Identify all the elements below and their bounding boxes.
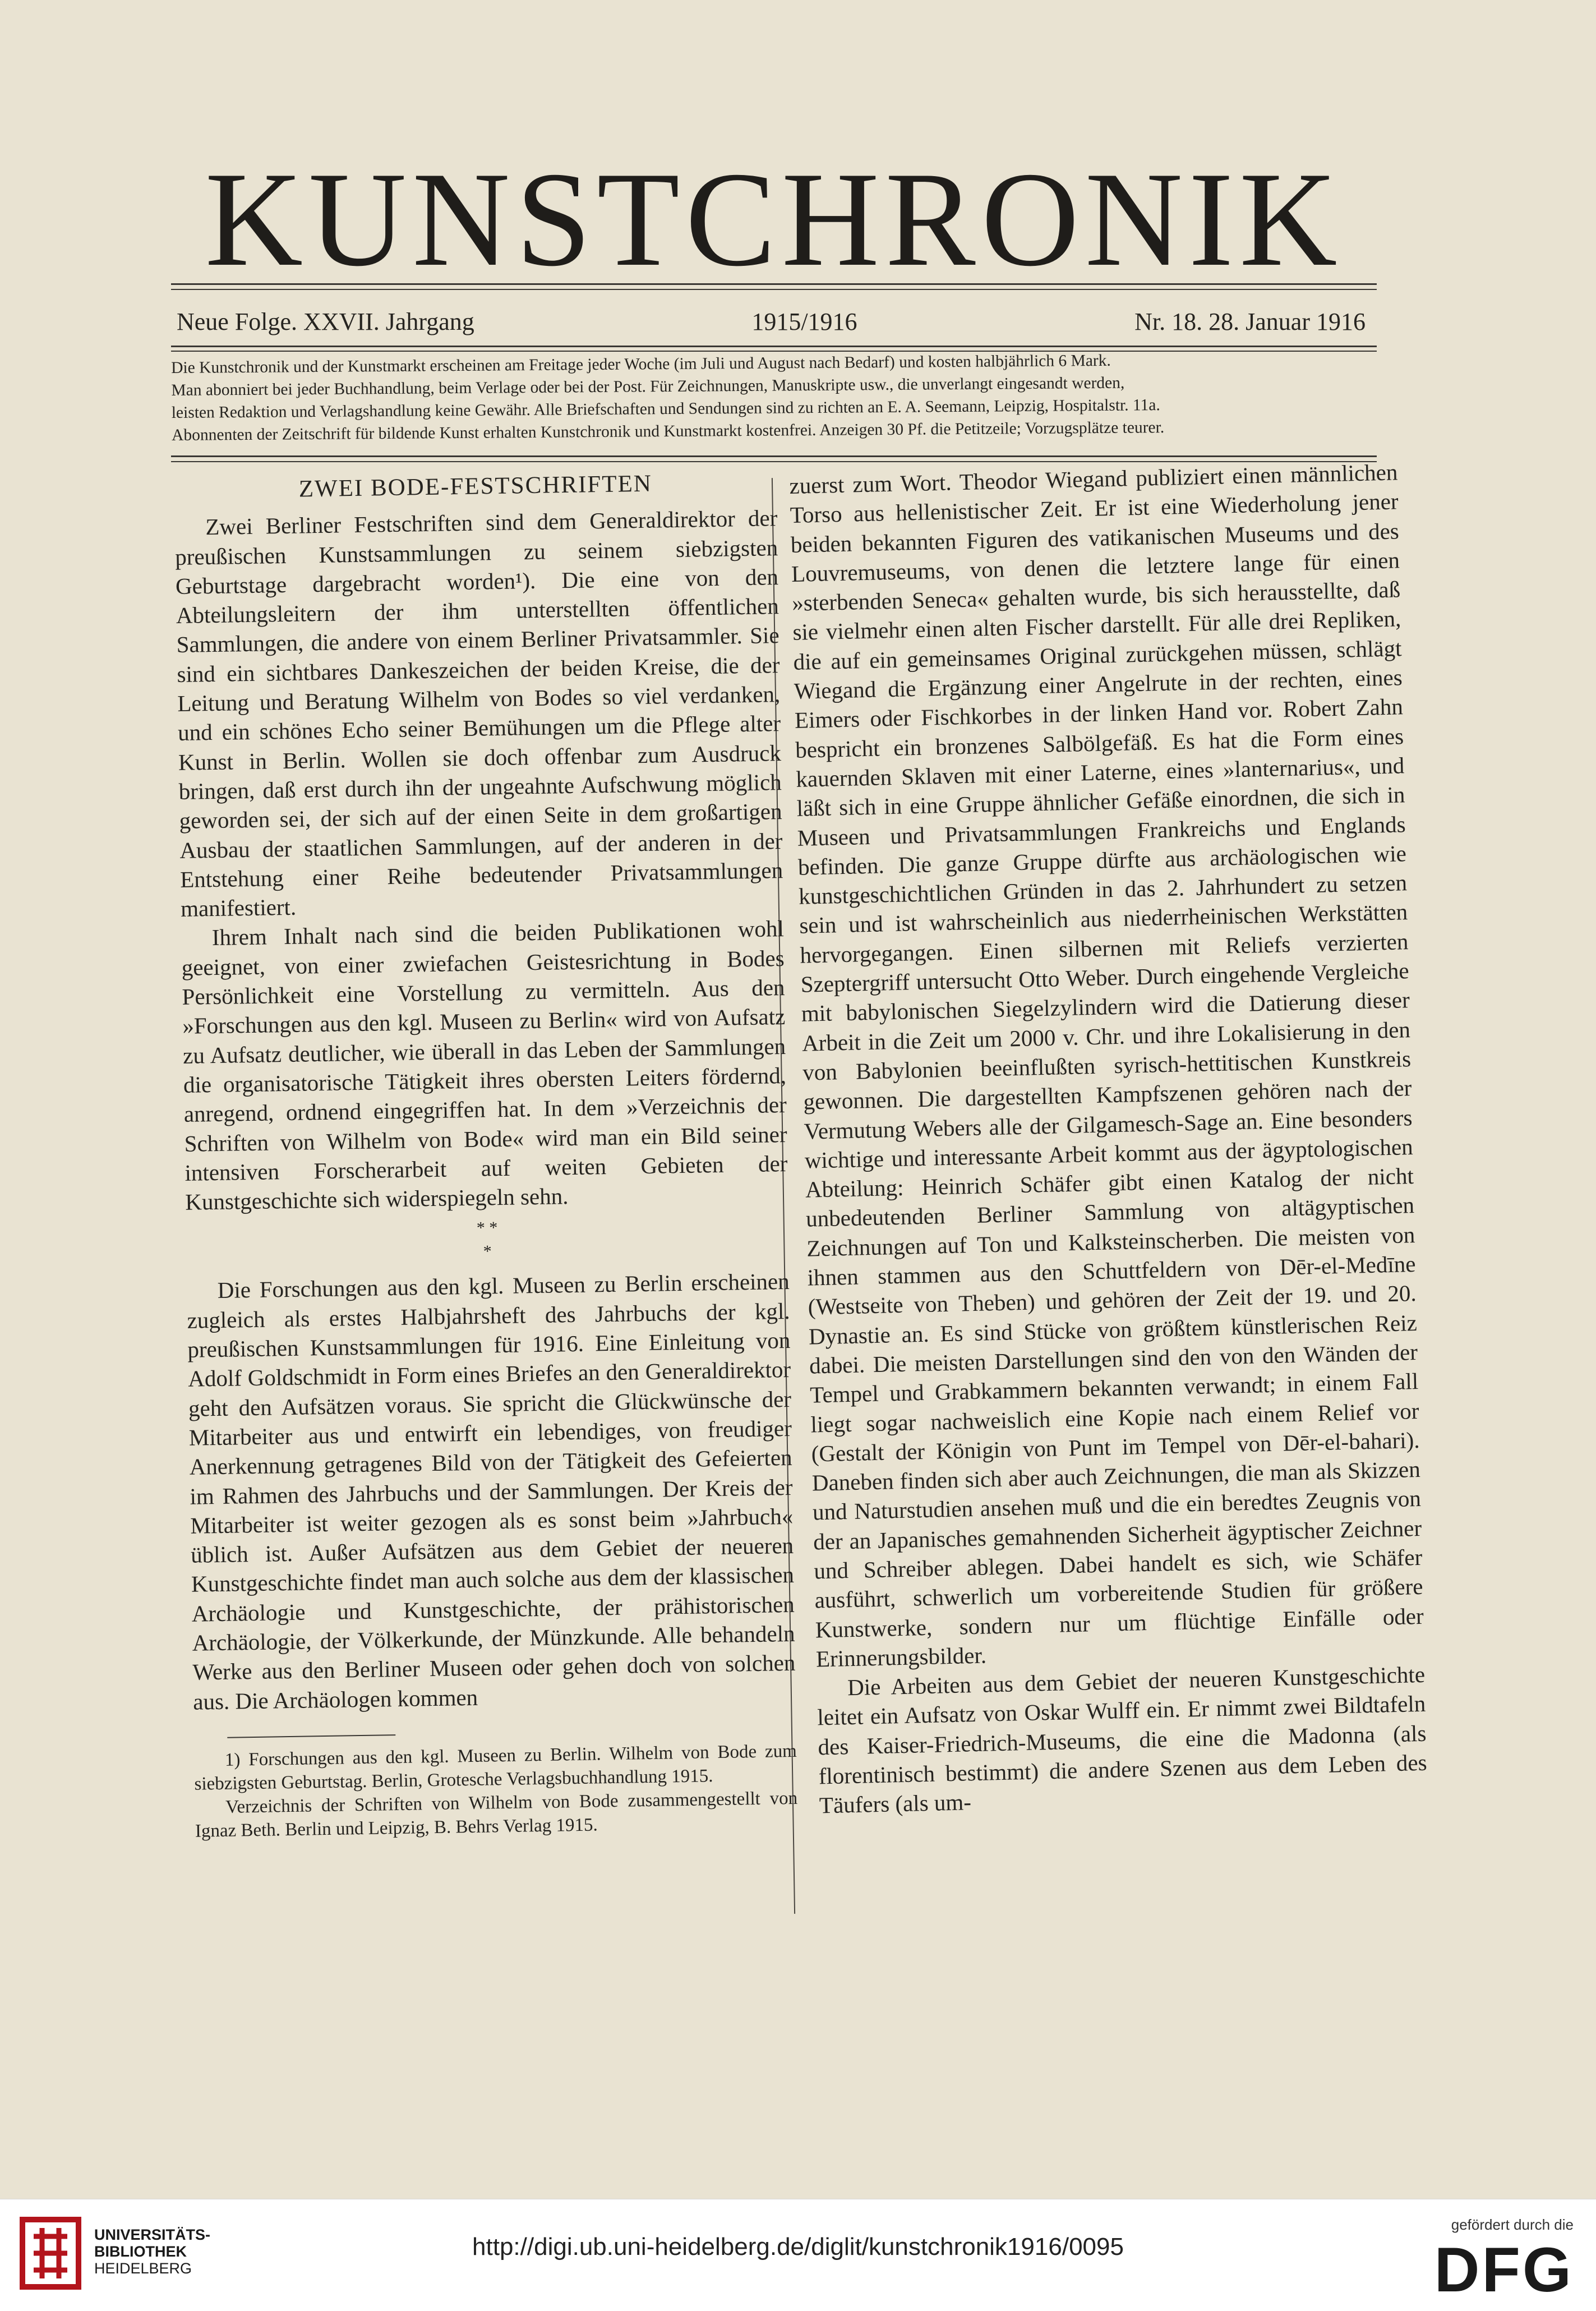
permalink-url[interactable]: http://digi.ub.uni-heidelberg.de/diglit/kunstchronik1916/0095	[472, 2233, 1124, 2261]
footnote: Verzeichnis der Schriften von Wilhelm von Bode zusammengestellt von Ignaz Beth. Berlin und Leipzig, B. Behrs Verlag 1915.	[195, 1788, 798, 1842]
dfg-logo: DFG	[1434, 2235, 1574, 2305]
article-paragraph: Ihrem Inhalt nach sind die beiden Publikationen wohl geeignet, von einer zwiefachen Geistesrichtung in Bodes Persönlichkeit eine Vorstellung zu vermitteln. Aus den »Forschungen aus den kgl. Museen zu Berlin« wird von Aufsatz zu Aufsatz deutlicher, wie überall in das Leben der Sammlungen die organisatorische Tätigkeit ihres obersten Leiters fördernd, anregend, ordnend eingegriffen hat. In dem »Verzeichnis der Schriften von Wilhelm von Bode« wird man ein Bild seiner intensiven Forscherarbeit auf weiten Gebieten der Kunstgeschichte sich widerspiegeln sehn.	[181, 915, 788, 1215]
footnote-rule	[227, 1734, 395, 1738]
masthead-rule-top	[171, 283, 1377, 285]
separator-stars-bottom: *	[483, 1242, 492, 1261]
article-paragraph: zuerst zum Wort. Theodor Wiegand publiziert einen männlichen Torso aus hellenistischer Zeit. Er ist eine Wiederholung jener beiden bekannten Figuren des vatikanischen Museums und des Louvremuseums, von denen die letztere lange für einen »sterbenden Seneca« gehalten wurde, bis sich herausstellte, daß sie vielmehr einen alten Fischer darstellt. Für alle drei Repliken, die auf ein gemeinsames Original zurückgehen müssen, schlägt Wiegand die Ergänzung einer Angelrute in der rechten, eines Eimers oder Fischkorbes in der linken Hand vor. Robert Zahn bespricht ein bronzenes Salbölgefäß. Es hat die Form eines kauernden Sklaven mit einer Laterne, eines »lanternarius«, und läßt sich in eine Gruppe ähnlicher Gefäße einordnen, die sich in Museen und Privatsammlungen Frankreichs und Englands befinden. Die ganze Gruppe dürfte aus archäologischen wie kunstgeschichtlichen Gründen in das 2. Jahrhundert zu setzen sein und ist wahrscheinlich aus niederrheinischen Werkstätten hervorgegangen. Einen silbernen mit Reliefs verzierten Szeptergriff untersucht Otto Weber. Durch eingehende Vergleiche mit babylonischen Siegelzylindern wird die Datierung dieser Arbeit in die Zeit um 2000 v. Chr. und ihre Lokalisierung in den von Babylonien beeinflußten syrisch-hettitischen Kunstkreis gewonnen. Die dargestellten Kampfszenen gehören nach der Vermutung Webers alle der Gilgamesch-Sage an. Eine besonders wichtige und interessante Arbeit kommt aus der ägyptologischen Abteilung: Heinrich Schäfer gibt einen Katalog der nicht unbedeutenden Berliner Sammlung von altägyptischen Zeichnungen auf Ton und Kalksteinscherben. Die meisten von ihnen stammen aus den Schuttfeldern von Dēr-el-Medīne (Westseite von Theben) und gehören der Zeit der 19. und 20. Dynastie an. Es sind Stücke von größtem künstlerischen Reiz dabei. Die meisten Darstellungen sind den von den Wänden der Tempel und Grabkammern bekannten verwandt; in einem Fall liegt sogar nachweislich eine Kopie nach einem Relief vor (Gestalt der Königin von Punt im Tempel von Dēr-el-bahari). Daneben finden sich aber auch Zeichnungen, die man als Skizzen und Naturstudien ansehen muß und die ein beredtes Zeugnis von der an Japanisches gemahnenden Sicherheit ägyptischer Zeichner und Schreiber ablegen. Dabei handelt es sich, wie Schäfer ausführt, schwerlich um vorbereitende Studien für größere Kunstwerke, sondern nur um flüchtige Einfälle oder Erinnerungsbilder.	[789, 459, 1424, 1672]
notice-line: Die Kunstchronik und der Kunstmarkt erscheinen am Freitage jeder Woche (im Juli und August nach Bedarf) und kosten halbjährlich 6 Mark.	[171, 351, 1111, 377]
article-heading: ZWEI BODE-FESTSCHRIFTEN	[298, 470, 653, 503]
section-separator	[186, 1212, 789, 1268]
article-paragraph: Zwei Berliner Festschriften sind dem Generaldirektor der preußischen Kunstsammlungen zu seinem siebzigsten Geburtstage dargebracht worden¹). Die eine von den Abteilungsleitern der ihm unterstellten öffentlichen Sammlungen, die andere von einem Berliner Privatsammler. Sie sind ein sichtbares Dankeszeichen der beiden Kreise, die der Leitung und Beratung Wilhelm von Bodes so viel verdanken, und ein schönes Echo seiner Bemühungen um die Pflege alter Kunst in Berlin. Wollen sie doch offenbar zum Ausdruck bringen, daß erst durch ihn der ungeahnte Aufschwung möglich geworden sei, der sich auf der einen Seite in dem großartigen Ausbau der staatlichen Sammlungen, auf der anderen in der Entstehung einer Reihe bedeutender Privatsammlungen manifestiert.	[174, 505, 783, 922]
article-column-left	[174, 467, 798, 1843]
separator-stars-top: * *	[476, 1218, 498, 1238]
masthead-title: KUNSTCHRONIK	[205, 144, 1343, 294]
digitization-footer	[0, 2199, 1596, 2311]
issue-number-date: Nr. 18. 28. Januar 1916	[1134, 308, 1366, 335]
notice-line: leisten Redaktion und Verlagshandlung keine Gewähr. Alle Briefschaften und Sendungen sind zu richten an E. A. Seemann, Leipzig, Hospitalstr. 11a.	[171, 396, 1160, 422]
funder-label: gefördert durch die	[1451, 2216, 1574, 2233]
article-paragraph: Die Arbeiten aus dem Gebiet der neueren Kunstgeschichte leitet ein Aufsatz von Oskar Wulff ein. Er nimmt zwei Bildtafeln des Kaiser-Friedrich-Museums, die eine die Madonna (als florentinisch bestimmt) die andere Szenen aus dem Leben des Täufers (als um-	[817, 1661, 1428, 1819]
issue-line	[177, 307, 1366, 336]
notice-rule-bottom	[171, 455, 1377, 457]
footnote: 1) Forschungen aus den kgl. Museen zu Berlin. Wilhelm von Bode zum siebzigsten Geburtstag. Berlin, Grotesche Verlagsbuchhandlung 1915.	[194, 1741, 797, 1794]
masthead-rule-top-thin	[171, 289, 1377, 290]
subscription-notice	[171, 347, 1377, 446]
article-paragraph: Die Forschungen aus den kgl. Museen zu Berlin erscheinen zugleich als erstes Halbjahrsheft des Jahrbuchs der kgl. preußischen Kunstsammlungen für 1916. Eine Einleitung von Adolf Goldschmidt in Form eines Briefes an den Generaldirektor geht den Aufsätzen voraus. Sie spricht die Glückwünsche der Mitarbeiter aus und entwirft ein lebendiges, von freudiger Anerkennung getragenes Bild von der Tätigkeit des Gefeierten im Rahmen des Jahrbuchs und der Sammlungen. Der Kreis der Mitarbeiter ist weiter gezogen als es sonst beim »Jahrbuch« üblich ist. Außer Aufsätzen aus dem Gebiet der neueren Kunstgeschichte findet man auch solche aus dem der klassischen Archäologie und Kunstgeschichte, der prähistorischen Archäologie, der Völkerkunde, der Münzkunde. Alle behandeln Werke aus den Berliner Museen oder gehen doch von solchen aus. Die Archäologen kommen	[187, 1268, 796, 1715]
institution-line: BIBLIOTHEK	[94, 2243, 187, 2260]
institution-line: HEIDELBERG	[94, 2260, 192, 2277]
institution-line: UNIVERSITÄTS-	[94, 2226, 211, 2243]
article-column-right	[789, 457, 1428, 1820]
volume-years: 1915/1916	[751, 308, 857, 335]
footnotes	[194, 1739, 799, 1843]
series-label: Neue Folge. XXVII. Jahrgang	[177, 308, 474, 335]
notice-line: Abonnenten der Zeitschrift für bildende Kunst erhalten Kunstchronik und Kunstmarkt kostenfrei. Anzeigen 30 Pf. die Petitzeile; Vorzugsplätze teurer.	[171, 418, 1165, 444]
notice-rule-top	[171, 346, 1377, 347]
notice-line: Man abonniert bei jeder Buchhandlung, beim Verlage oder bei der Post. Für Zeichnungen, Manuskripte usw., die unverlangt eingesandt werden,	[171, 374, 1125, 399]
